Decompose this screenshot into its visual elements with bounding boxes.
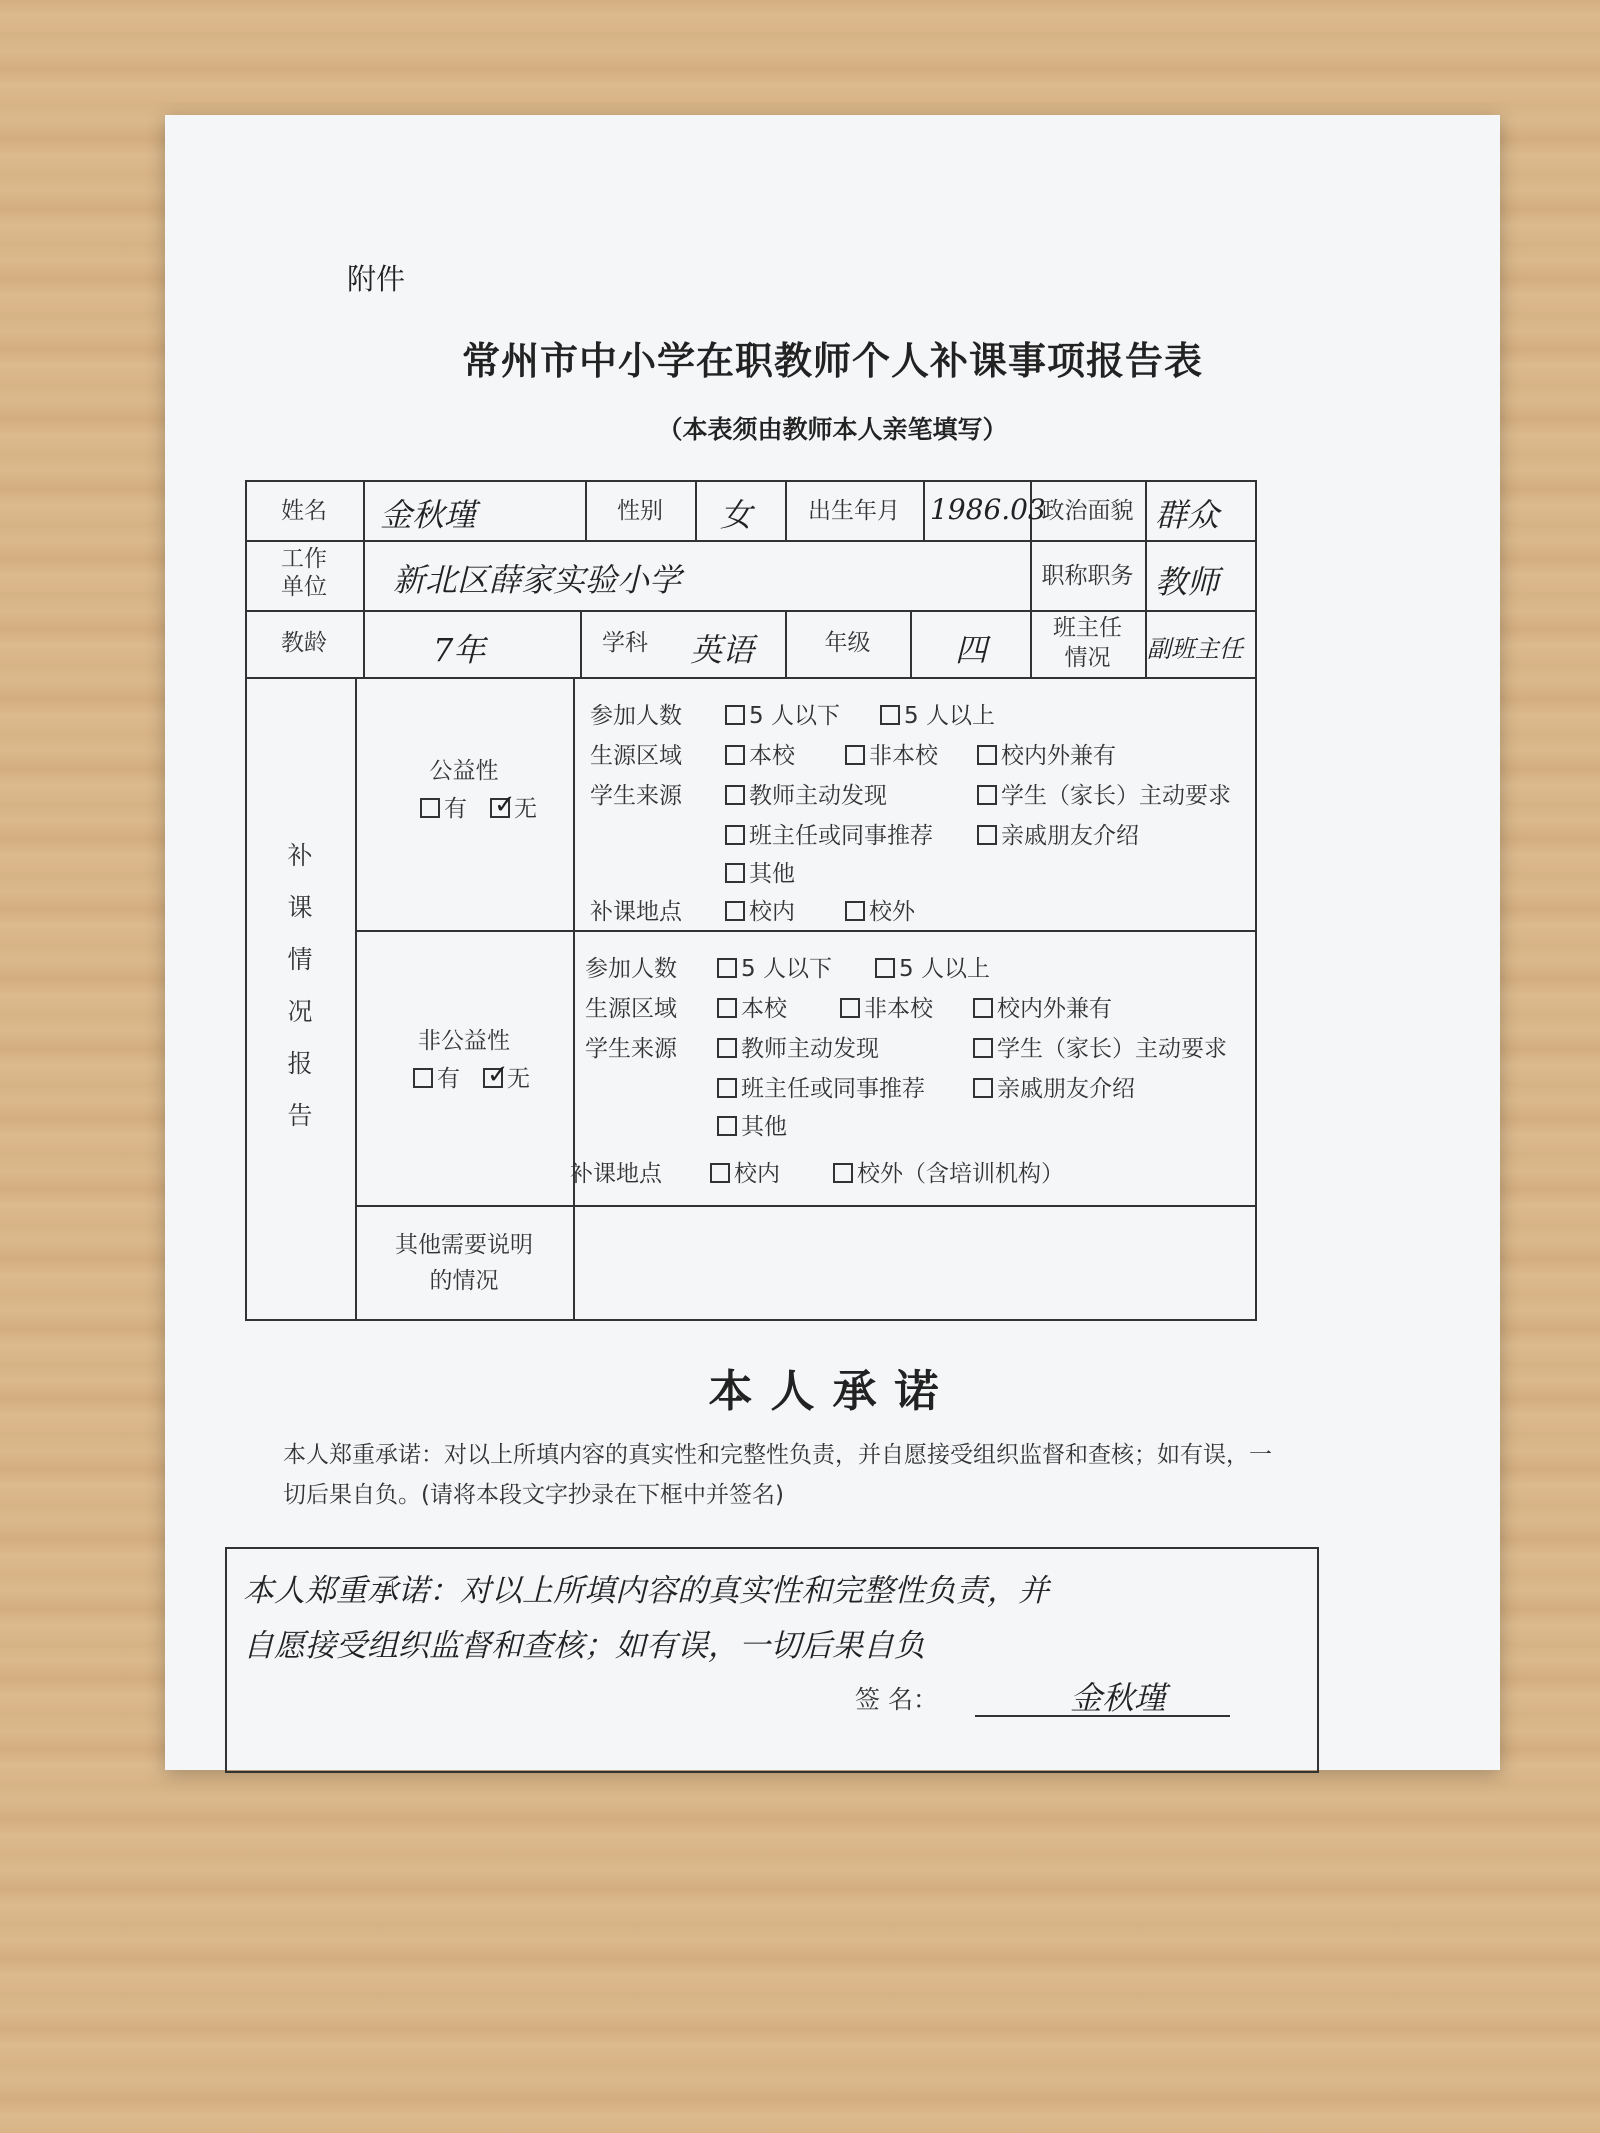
public-count-opt[interactable] [880,697,995,730]
option-label: 校外（含培训机构） [857,1161,1064,1187]
public-area-opt[interactable] [845,737,938,770]
checkbox[interactable] [725,863,745,883]
work-label-line1: 工作 [281,546,327,572]
signature: 金秋瑾 [1070,1679,1167,1717]
checkbox[interactable] [973,1038,993,1058]
headteacher-label [1030,613,1145,673]
option-label: 校外 [869,899,915,925]
checkbox-checked[interactable] [490,798,510,818]
subject-label: 学科 [602,630,648,656]
option-label: 学生（家长）主动要求 [997,1036,1227,1062]
checkbox[interactable] [717,1116,737,1136]
option-label: 5 人以下 [749,703,840,729]
public-count-opt[interactable] [725,697,840,730]
side-char: 课 [287,893,313,922]
nonpublic-source-label: 学生来源 [585,1036,677,1062]
grade-value: 四 [955,631,988,669]
nonpublic-count-opt[interactable] [717,950,832,983]
nonpublic-place-opt[interactable] [833,1155,1064,1188]
public-area-opt[interactable] [725,737,795,770]
headteacher-label-line1: 班主任 [1053,615,1122,641]
pledge-title: 本人承诺 [708,1366,957,1417]
checkbox-checked[interactable] [483,1068,503,1088]
checkbox[interactable] [413,1068,433,1088]
nonpublic-count-label: 参加人数 [585,956,677,982]
checkbox[interactable] [725,705,745,725]
checkbox[interactable] [833,1163,853,1183]
years-label: 教龄 [281,630,327,656]
public-place-opt[interactable] [845,893,915,926]
option-label: 非本校 [869,743,938,769]
public-yes-option[interactable] [420,790,467,823]
other-label-line1: 其他需要说明 [395,1232,533,1258]
form-subtitle: （本表须由教师本人亲笔填写） [657,415,1008,444]
checkbox[interactable] [840,998,860,1018]
checkbox[interactable] [725,825,745,845]
option-label: 其他 [749,861,795,887]
work-label-line2: 单位 [281,574,327,600]
public-label: 公益性 [429,758,499,784]
nonpublic-source-opt[interactable] [973,1030,1227,1063]
public-source-opt[interactable] [977,777,1231,810]
title-label: 职称职务 [1041,563,1134,589]
nonpublic-area-opt[interactable] [840,990,933,1023]
nonpublic-place-opt[interactable] [710,1155,780,1188]
years-value: 7年 [433,631,486,669]
option-label: 有 [437,1066,460,1092]
option-label: 非本校 [864,996,933,1022]
checkbox[interactable] [880,705,900,725]
option-label: 校内 [749,899,795,925]
side-char: 况 [287,997,313,1026]
option-label: 班主任或同事推荐 [749,823,933,849]
nonpublic-source-opt[interactable] [717,1030,879,1063]
checkbox[interactable] [977,825,997,845]
checkbox[interactable] [717,1038,737,1058]
public-count-label: 参加人数 [590,703,682,729]
nonpublic-area-label: 生源区域 [585,996,677,1022]
checkbox[interactable] [875,958,895,978]
option-label: 校内 [734,1161,780,1187]
checkbox[interactable] [845,901,865,921]
option-label: 5 人以下 [741,956,832,982]
name-label: 姓名 [281,498,327,524]
form-title: 常州市中小学在职教师个人补课事项报告表 [461,338,1203,383]
option-label: 教师主动发现 [749,783,887,809]
option-label: 学生（家长）主动要求 [1001,783,1231,809]
birth-value: 1986.03 [930,493,1046,526]
option-label: 班主任或同事推荐 [741,1076,925,1102]
option-label: 5 人以上 [904,703,995,729]
subject-value: 英语 [690,631,755,669]
grade-label: 年级 [824,630,871,656]
politics-value: 群众 [1155,496,1220,534]
checkbox[interactable] [717,1078,737,1098]
public-place-label: 补课地点 [590,899,682,925]
nonpublic-yes-option[interactable] [413,1060,460,1093]
gender-label: 性别 [617,498,663,524]
attachment-label: 附件 [347,262,406,296]
public-no-option[interactable] [490,790,537,823]
checkbox[interactable] [977,745,997,765]
side-label [280,830,320,1142]
option-label: 亲戚朋友介绍 [1001,823,1139,849]
politics-label: 政治面貌 [1041,498,1134,524]
checkbox[interactable] [973,1078,993,1098]
other-remarks-label [355,1227,573,1299]
nonpublic-no-option[interactable] [483,1060,530,1093]
work-value: 新北区薛家实验小学 [393,561,682,599]
side-char: 情 [287,945,313,974]
option-label: 有 [444,796,467,822]
option-label: 亲戚朋友介绍 [997,1076,1135,1102]
side-char: 告 [287,1101,313,1130]
side-char: 补 [287,841,313,870]
public-source-opt[interactable] [977,817,1139,850]
side-char: 报 [287,1049,313,1078]
checkbox[interactable] [725,785,745,805]
pledge-handwritten-line2: 自愿接受组织监督和查核；如有误，一切后果自负 [243,1628,925,1664]
nonpublic-place-label: 补课地点 [570,1161,662,1187]
option-label: 5 人以上 [899,956,990,982]
public-source-opt[interactable] [725,855,795,888]
checkbox[interactable] [420,798,440,818]
headteacher-value: 副班主任 [1147,635,1243,663]
public-source-opt[interactable] [725,777,887,810]
checkbox[interactable] [725,745,745,765]
nonpublic-area-opt[interactable] [973,990,1112,1023]
paper-sheet [165,115,1500,1770]
name-value: 金秋瑾 [380,496,477,534]
public-source-label: 学生来源 [590,783,682,809]
public-source-opt[interactable] [725,817,933,850]
checkbox[interactable] [725,901,745,921]
option-label: 校内外兼有 [997,996,1112,1022]
sign-label: 签 名： [855,1685,938,1714]
checkbox[interactable] [845,745,865,765]
nonpublic-source-opt[interactable] [717,1108,787,1141]
checkbox[interactable] [710,1163,730,1183]
option-label: 无 [507,1066,530,1092]
other-remarks-field[interactable] [577,1209,1253,1317]
other-label-line2: 的情况 [429,1268,499,1294]
option-label: 本校 [741,996,787,1022]
public-area-opt[interactable] [977,737,1116,770]
option-label: 校内外兼有 [1001,743,1116,769]
title-value: 教师 [1155,563,1220,601]
pledge-handwritten-line1: 本人郑重承诺：对以上所填内容的真实性和完整性负责，并 [243,1573,1049,1609]
checkbox[interactable] [977,785,997,805]
checkbox[interactable] [717,958,737,978]
public-place-opt[interactable] [725,893,795,926]
option-label: 其他 [741,1114,787,1140]
checkbox[interactable] [717,998,737,1018]
checkbox[interactable] [973,998,993,1018]
option-label: 教师主动发现 [741,1036,879,1062]
public-area-label: 生源区域 [590,743,682,769]
pledge-text: 本人郑重承诺：对以上所填内容的真实性和完整性负责，并自愿接受组织监督和查核；如有误，一切后果自负。(请将本段文字抄录在下框中并签名) [283,1442,1272,1508]
nonpublic-count-opt[interactable] [875,950,990,983]
option-label: 本校 [749,743,795,769]
gender-value: 女 [720,496,753,534]
option-label: 无 [514,796,537,822]
nonpublic-source-opt[interactable] [717,1070,925,1103]
birth-label: 出生年月 [808,498,900,524]
nonpublic-label: 非公益性 [418,1028,510,1054]
work-label [245,545,363,601]
headteacher-label-line2: 情况 [1064,645,1111,671]
nonpublic-source-opt[interactable] [973,1070,1135,1103]
nonpublic-area-opt[interactable] [717,990,787,1023]
